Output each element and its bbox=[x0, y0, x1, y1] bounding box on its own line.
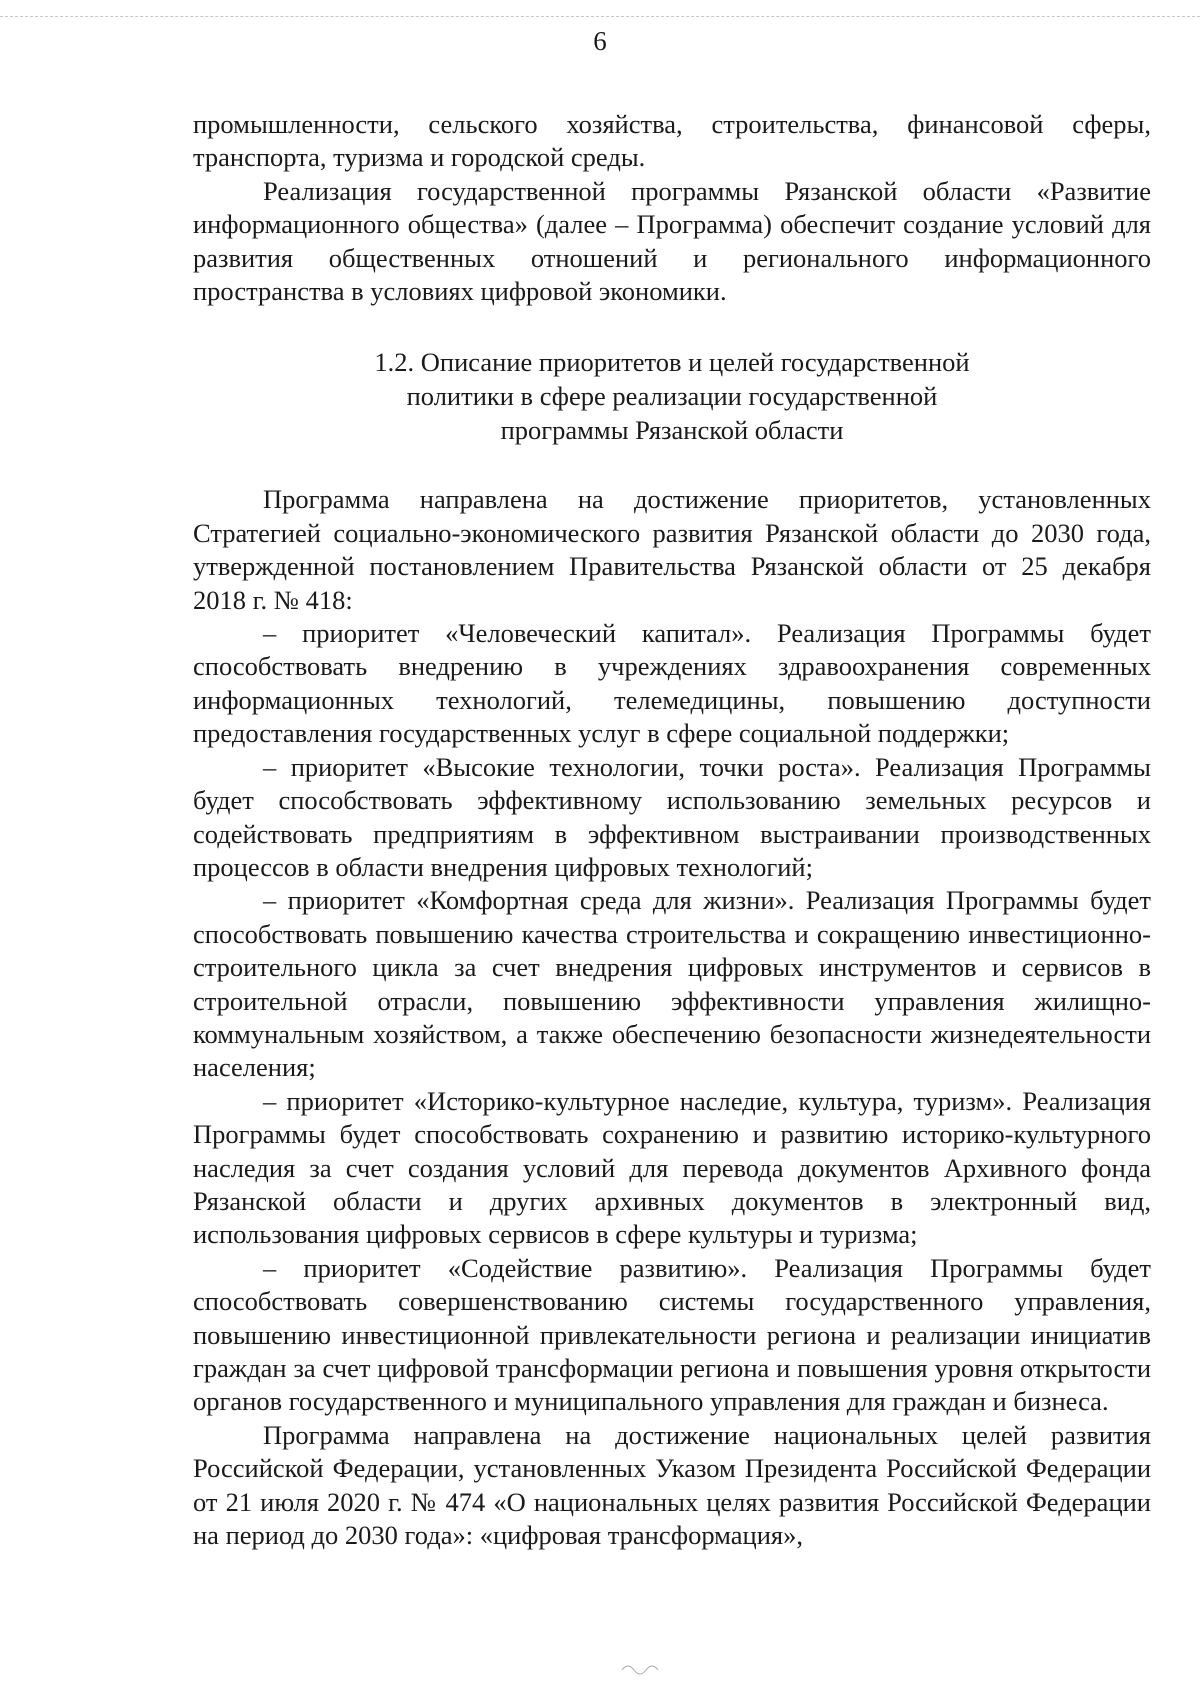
section-heading-line: программы Рязанской области bbox=[500, 415, 844, 446]
section-heading-line: 1.2. Описание приоритетов и целей государственной bbox=[374, 347, 970, 378]
paragraph-continuation: промышленности, сельского хозяйства, строительства, финансовой сферы, транспорта, туризма и городской среды. bbox=[193, 109, 1151, 173]
priority-development-assistance: – приоритет «Содействие развитию». Реализация Программы будет способствовать совершенствованию системы государственного управления, повышению инвестиционной привлекательности региона и реализации инициатив граждан за счет цифровой трансформации региона и повышения уровня открытости органов государственного и муниципального управления для граждан и бизнеса. bbox=[193, 1252, 1151, 1417]
priority-high-tech: – приоритет «Высокие технологии, точки роста». Реализация Программы будет способствовать эффективному использованию земельных ресурсов и содействовать предприятиям в эффективном выстраивании производственных процессов в области внедрения цифровых технологий; bbox=[193, 751, 1151, 882]
paragraph-program-intro: Реализация государственной программы Рязанской области «Развитие информационного общества» (далее – Программа) обеспечит создание условий для развития общественных отношений и регионального информационного пространства в условиях цифровой экономики. bbox=[193, 175, 1151, 307]
scan-top-edge bbox=[0, 16, 1200, 17]
paragraph-strategy: Программа направлена на достижение приоритетов, установленных Стратегией социально-экономического развития Рязанской области до 2030 года, утвержденной постановлением Правительства Рязанской области от 25 декабря 2018 г. № 418: bbox=[193, 484, 1151, 615]
priority-comfortable-environment: – приоритет «Комфортная среда для жизни». Реализация Программы будет способствовать повышению качества строительства и сокращению инвестиционно-строительного цикла за счет внедрения цифровых инструментов и сервисов в строительной отрасли, повышению эффективности управления жилищно-коммунальным хозяйством, а также обеспечению безопасности жизнедеятельности населения; bbox=[193, 885, 1151, 1083]
document-body bbox=[193, 108, 1151, 1552]
scan-mark bbox=[620, 1660, 660, 1681]
scan-mark-icon bbox=[620, 1660, 660, 1676]
priority-cultural-heritage: – приоритет «Историко-культурное наследие, культура, туризм». Реализация Программы будет способствовать сохранению и развитию историко-культурного наследия за счет создания условий для перевода документов Архивного фонда Рязанской области и других архивных документов в электронный вид, использования цифровых сервисов в сфере культуры и туризма; bbox=[193, 1085, 1151, 1250]
priority-human-capital: – приоритет «Человеческий капитал». Реализация Программы будет способствовать внедрению в учреждениях здравоохранения современных информационных технологий, телемедицины, повышению доступности предоставления государственных услуг в сфере социальной поддержки; bbox=[193, 618, 1151, 749]
page-number: 6 bbox=[593, 26, 607, 56]
section-heading-line: политики в сфере реализации государственной bbox=[406, 381, 938, 412]
paragraph-national-goals: Программа направлена на достижение национальных целей развития Российской Федерации, установленных Указом Президента Российской Федерации от 21 июля 2020 г. № 474 «О национальных целях развития Российской Федерации на период до 2030 года»: «цифровая трансформация», bbox=[193, 1419, 1151, 1551]
section-heading bbox=[193, 345, 1151, 447]
